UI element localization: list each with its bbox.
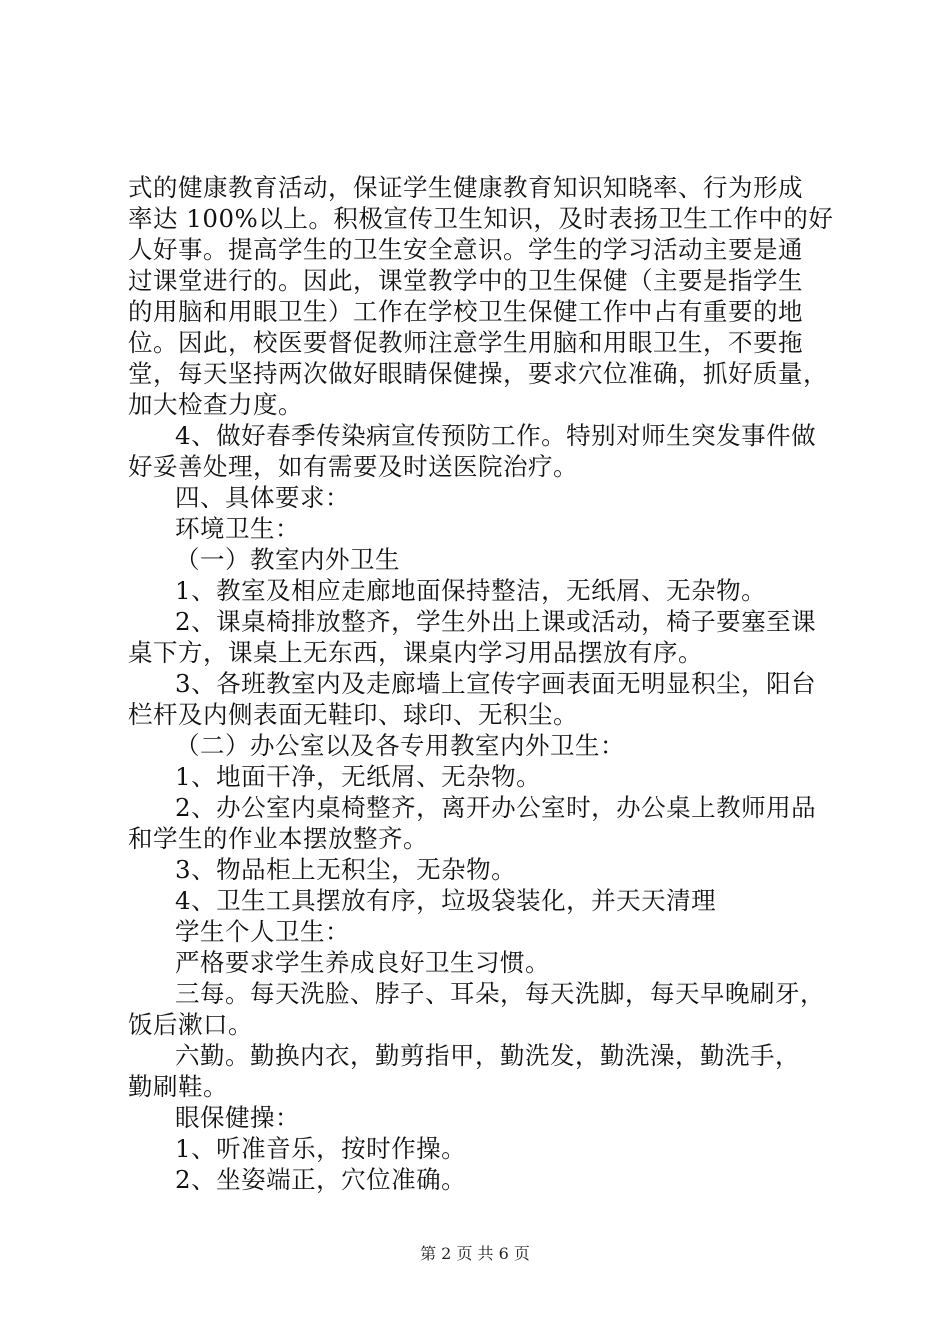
paragraph-line: 过课堂进行的。因此，课堂教学中的卫生保健（主要是指学生 — [128, 266, 803, 295]
paragraph-line: 式的健康教育活动，保证学生健康教育知识知晓率、行为形成 — [128, 173, 803, 202]
paragraph-line: 好妥善处理，如有需要及时送医院治疗。 — [128, 452, 578, 481]
paragraph-line: 1、地面干净，无纸屑、无杂物。 — [175, 762, 542, 791]
paragraph-line: 堂，每天坚持两次做好眼睛保健操，要求穴位准确，抓好质量， — [128, 359, 828, 388]
paragraph-line: 4、卫生工具摆放有序，垃圾袋装化，并天天清理 — [175, 886, 717, 915]
paragraph-line: 桌下方，课桌上无东西，课桌内学习用品摆放有序。 — [128, 638, 703, 667]
paragraph-line: 1、教室及相应走廊地面保持整洁，无纸屑、无杂物。 — [175, 576, 767, 605]
paragraph-line: 勤刷鞋。 — [128, 1072, 228, 1101]
paragraph-line: 加大检查力度。 — [128, 390, 303, 419]
page-number-footer: 第 2 页 共 6 页 — [420, 1244, 530, 1263]
subsection-heading: （二）办公室以及各专用教室内外卫生： — [175, 731, 625, 760]
paragraph-line: 饭后漱口。 — [128, 1010, 253, 1039]
paragraph-line: 位。因此，校医要督促教师注意学生用脑和用眼卫生，不要拖 — [128, 328, 803, 357]
paragraph-line: 1、听准音乐，按时作操。 — [175, 1134, 467, 1163]
paragraph-line: 的用脑和用眼卫生）工作在学校卫生保健工作中占有重要的地 — [128, 297, 803, 326]
paragraph-line: 2、坐姿端正，穴位准确。 — [175, 1165, 467, 1194]
subsection-heading: 眼保健操： — [175, 1103, 300, 1132]
paragraph-line: 2、课桌椅排放整齐，学生外出上课或活动，椅子要塞至课 — [175, 607, 817, 636]
paragraph-line: 栏杆及内侧表面无鞋印、球印、无积尘。 — [128, 700, 578, 729]
subsection-heading: 环境卫生： — [175, 514, 300, 543]
subsection-heading: （一）教室内外卫生 — [175, 545, 400, 574]
paragraph-line: 3、各班教室内及走廊墙上宣传字画表面无明显积尘，阳台 — [175, 669, 817, 698]
paragraph-line: 人好事。提高学生的卫生安全意识。学生的学习活动主要是通 — [128, 235, 803, 264]
paragraph-line: 3、物品柜上无积尘，无杂物。 — [175, 855, 517, 884]
paragraph-line: 严格要求学生养成良好卫生习惯。 — [175, 948, 550, 977]
subsection-heading: 学生个人卫生： — [175, 917, 350, 946]
paragraph-line: 和学生的作业本摆放整齐。 — [128, 824, 428, 853]
paragraph-line: 率达 100%以上。积极宣传卫生知识，及时表扬卫生工作中的好 — [128, 204, 834, 233]
paragraph-line: 六勤。勤换内衣，勤剪指甲，勤洗发，勤洗澡，勤洗手， — [175, 1041, 800, 1070]
paragraph-line: 三每。每天洗脸、脖子、耳朵，每天洗脚，每天早晚刷牙， — [175, 979, 825, 1008]
paragraph-line: 4、做好春季传染病宣传预防工作。特别对师生突发事件做 — [175, 421, 817, 450]
section-heading: 四、具体要求： — [175, 483, 350, 512]
paragraph-line: 2、办公室内桌椅整齐，离开办公室时，办公桌上教师用品 — [175, 793, 817, 822]
